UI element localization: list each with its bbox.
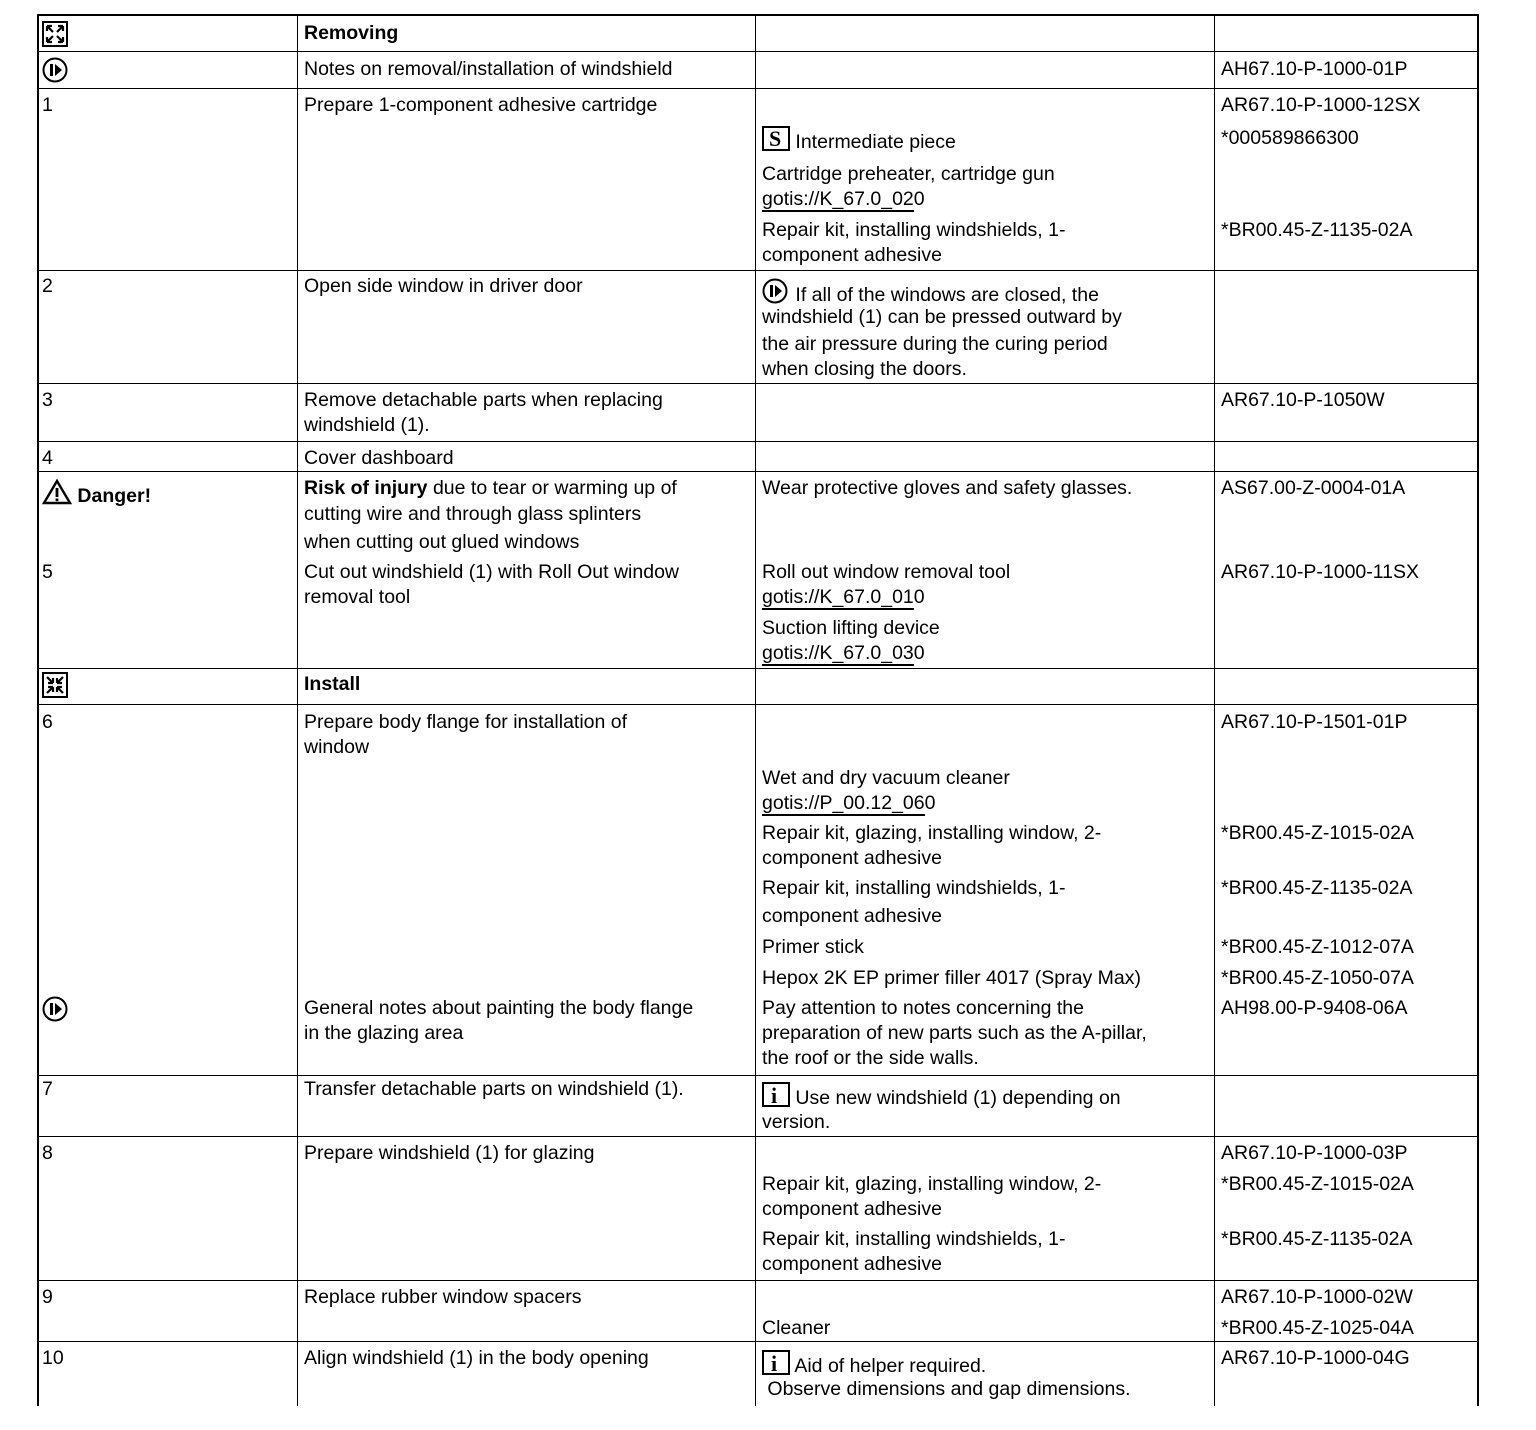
tool-name: Primer stick bbox=[762, 936, 864, 958]
note-text: Aid of helper required. bbox=[794, 1355, 987, 1377]
tool-name-cont: component adhesive bbox=[762, 847, 942, 869]
danger-label bbox=[42, 479, 151, 509]
section-heading-removing: Removing bbox=[304, 22, 399, 44]
tool-name: Hepox 2K EP primer filler 4017 (Spray Max) bbox=[762, 967, 1141, 989]
tool-name: Intermediate piece bbox=[795, 131, 956, 153]
ref-link[interactable]: AR67.10-P-1000-03P bbox=[1221, 1142, 1408, 1164]
ref-link[interactable]: AR67.10-P-1000-11SX bbox=[1221, 561, 1420, 583]
tool-name: Repair kit, installing windshields, 1- bbox=[762, 1228, 1066, 1250]
ref-link[interactable]: AH98.00-P-9408-06A bbox=[1221, 997, 1408, 1019]
ref-link[interactable]: AR67.10-P-1000-02W bbox=[1221, 1286, 1413, 1308]
part-number[interactable]: *BR00.45-Z-1012-07A bbox=[1221, 936, 1414, 958]
info-i-icon bbox=[762, 1350, 790, 1375]
ref-link[interactable]: AH67.10-P-1000-01P bbox=[1221, 58, 1408, 80]
part-number[interactable]: *BR00.45-Z-1015-02A bbox=[1221, 822, 1414, 844]
step-text: in the glazing area bbox=[304, 1022, 464, 1044]
link-suffix: 0 bbox=[924, 792, 936, 814]
row-divider bbox=[39, 271, 1477, 384]
step-text: Prepare windshield (1) for glazing bbox=[304, 1142, 595, 1164]
gotis-link[interactable]: gotis://K_67.0_03 bbox=[762, 642, 914, 664]
ref-link[interactable]: AR67.10-P-1501-01P bbox=[1221, 711, 1408, 733]
step-text: Remove detachable parts when replacing bbox=[304, 389, 663, 411]
step-number: 9 bbox=[42, 1286, 53, 1308]
note-text: version. bbox=[762, 1111, 831, 1133]
procedure-table bbox=[37, 14, 1479, 1406]
part-number[interactable]: *BR00.45-Z-1015-02A bbox=[1221, 1173, 1414, 1195]
step-text: removal tool bbox=[304, 586, 411, 608]
ref-link[interactable]: AR67.10-P-1000-12SX bbox=[1221, 94, 1421, 116]
tool-name: Wet and dry vacuum cleaner bbox=[762, 767, 1010, 789]
warning-triangle-icon bbox=[42, 479, 72, 505]
svg-text:i: i bbox=[771, 1351, 778, 1375]
step-number: 8 bbox=[42, 1142, 53, 1164]
note-text: the air pressure during the curing period bbox=[762, 333, 1108, 355]
part-number[interactable]: *BR00.45-Z-1135-02A bbox=[1221, 219, 1413, 241]
note-text: Use new windshield (1) depending on bbox=[795, 1087, 1121, 1109]
gotis-link-row bbox=[762, 187, 925, 212]
gotis-link-row bbox=[762, 791, 936, 816]
svg-text:i: i bbox=[771, 1083, 778, 1107]
row-divider bbox=[39, 669, 1477, 705]
section-heading-install: Install bbox=[304, 673, 361, 695]
step-number: 5 bbox=[42, 561, 53, 583]
note-text: Pay attention to notes concerning the bbox=[762, 997, 1084, 1019]
note-text: windshield (1) can be pressed outward by bbox=[762, 306, 1122, 328]
step-text: Prepare body flange for installation of bbox=[304, 711, 628, 733]
gotis-link-row bbox=[762, 641, 925, 666]
note-text: preparation of new parts such as the A-pillar, bbox=[762, 1022, 1147, 1044]
info-arrow-icon bbox=[42, 996, 70, 1026]
note-text: If all of the windows are closed, the bbox=[795, 284, 1099, 306]
ref-link[interactable]: AS67.00-Z-0004-01A bbox=[1221, 477, 1406, 499]
risk-line bbox=[304, 476, 677, 501]
info-arrow-icon bbox=[762, 278, 790, 304]
step-number: 4 bbox=[42, 447, 53, 469]
tool-name-cont: component adhesive bbox=[762, 1198, 942, 1220]
step-text: Cover dashboard bbox=[304, 447, 454, 469]
part-number[interactable]: *BR00.45-Z-1135-02A bbox=[1221, 1228, 1413, 1250]
ref-link[interactable]: AR67.10-P-1000-04G bbox=[1221, 1347, 1410, 1369]
tool-name-cont: component adhesive bbox=[762, 1253, 942, 1275]
gotis-link[interactable]: gotis://K_67.0_01 bbox=[762, 586, 914, 608]
ref-link[interactable]: AR67.10-P-1050W bbox=[1221, 389, 1385, 411]
tool-name: Suction lifting device bbox=[762, 617, 940, 639]
installation-icon bbox=[42, 672, 68, 702]
tool-name-cont: component adhesive bbox=[762, 905, 942, 927]
step-text: General notes about painting the body flange bbox=[304, 997, 694, 1019]
step-number: 3 bbox=[42, 389, 53, 411]
note-line bbox=[762, 1082, 1121, 1111]
special-tool-icon bbox=[762, 126, 790, 151]
part-number[interactable]: *000589866300 bbox=[1221, 127, 1359, 149]
step-notes-text: Notes on removal/installation of windshield bbox=[304, 58, 673, 80]
part-number[interactable]: *BR00.45-Z-1050-07A bbox=[1221, 967, 1414, 989]
note-text: when closing the doors. bbox=[762, 358, 967, 380]
link-suffix: 0 bbox=[913, 586, 925, 608]
link-suffix: 0 bbox=[913, 188, 925, 210]
step-number: 10 bbox=[42, 1347, 64, 1369]
tool-name: Repair kit, installing windshields, 1- bbox=[762, 877, 1066, 899]
info-arrow-icon bbox=[42, 57, 70, 87]
step-text: Align windshield (1) in the body opening bbox=[304, 1347, 649, 1369]
danger-text: Danger! bbox=[77, 485, 152, 507]
step-text: Cut out windshield (1) with Roll Out window bbox=[304, 561, 679, 583]
part-number[interactable]: *BR00.45-Z-1025-04A bbox=[1221, 1317, 1414, 1339]
step-text: Replace rubber window spacers bbox=[304, 1286, 582, 1308]
risk-rest: due to tear or warming up of bbox=[427, 477, 677, 499]
part-number[interactable]: *BR00.45-Z-1135-02A bbox=[1221, 877, 1413, 899]
tool-name: Cartridge preheater, cartridge gun bbox=[762, 163, 1055, 185]
step-text: windshield (1). bbox=[304, 414, 430, 436]
step-number: 1 bbox=[42, 94, 53, 116]
info-i-icon bbox=[762, 1082, 790, 1107]
row-divider bbox=[39, 1076, 1477, 1137]
step-number: 6 bbox=[42, 711, 53, 733]
tool-name: Repair kit, glazing, installing window, 2- bbox=[762, 822, 1102, 844]
tool-name-cont: component adhesive bbox=[762, 244, 942, 266]
tool-name: Repair kit, glazing, installing window, 2- bbox=[762, 1173, 1102, 1195]
note-line bbox=[762, 1350, 986, 1379]
note-text: the roof or the side walls. bbox=[762, 1047, 979, 1069]
tool-item bbox=[762, 126, 956, 155]
step-text: window bbox=[304, 736, 370, 758]
risk-text: cutting wire and through glass splinters bbox=[304, 503, 642, 525]
gotis-link[interactable]: gotis://K_67.0_02 bbox=[762, 188, 914, 210]
row-divider bbox=[39, 16, 1477, 52]
risk-bold: Risk of injury bbox=[304, 477, 428, 499]
gotis-link[interactable]: gotis://P_00.12_06 bbox=[762, 792, 925, 814]
removal-installation-icon bbox=[42, 21, 68, 51]
step-text: Open side window in driver door bbox=[304, 275, 583, 297]
note-text: Wear protective gloves and safety glasses. bbox=[762, 477, 1133, 499]
gotis-link-row bbox=[762, 585, 925, 610]
row-divider bbox=[39, 442, 1477, 472]
tool-name: Roll out window removal tool bbox=[762, 561, 1011, 583]
note-text: Observe dimensions and gap dimensions. bbox=[762, 1378, 1131, 1400]
step-number: 7 bbox=[42, 1078, 53, 1100]
step-number: 2 bbox=[42, 275, 53, 297]
risk-text: when cutting out glued windows bbox=[304, 531, 580, 553]
step-text: Prepare 1-component adhesive cartridge bbox=[304, 94, 658, 116]
svg-text:S: S bbox=[769, 126, 782, 151]
note-line bbox=[762, 278, 1099, 308]
tool-name: Repair kit, installing windshields, 1- bbox=[762, 219, 1066, 241]
link-suffix: 0 bbox=[913, 642, 925, 664]
tool-name: Cleaner bbox=[762, 1317, 831, 1339]
step-text: Transfer detachable parts on windshield (1). bbox=[304, 1078, 684, 1100]
